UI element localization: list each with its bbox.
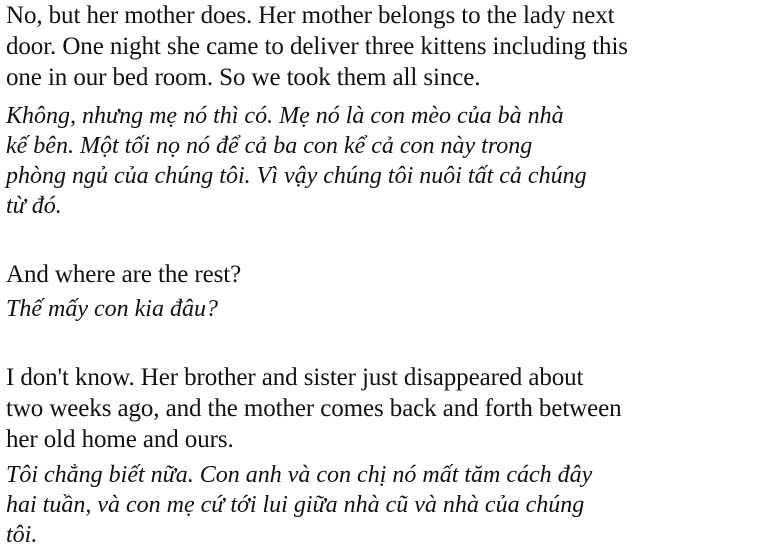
text-line: Tôi chẳng biết nữa. Con anh và con chị nó mất tăm cách đây bbox=[6, 462, 593, 488]
text-line: No, but her mother does. Her mother belongs to the lady next bbox=[6, 2, 615, 29]
text-line: one in our bed room. So we took them all since. bbox=[6, 64, 481, 91]
text-line: từ đó. bbox=[6, 193, 62, 219]
text-line: kế bên. Một tối nọ nó để cả ba con kể cả con này trong bbox=[6, 133, 533, 159]
paragraph-2-english bbox=[6, 259, 756, 290]
paragraph-1-english bbox=[6, 0, 756, 93]
text-line: And where are the rest? bbox=[6, 261, 242, 288]
paragraph-1-vietnamese bbox=[6, 101, 756, 221]
text-line: Thế mấy con kia đâu? bbox=[6, 296, 218, 322]
text-line: I don't know. Her brother and sister just disappeared about bbox=[6, 364, 584, 391]
paragraph-3-vietnamese bbox=[6, 460, 756, 550]
text-line: two weeks ago, and the mother comes back and forth between bbox=[6, 395, 622, 422]
text-line: her old home and ours. bbox=[6, 426, 234, 453]
text-line: phòng ngủ của chúng tôi. Vì vậy chúng tôi nuôi tất cả chúng bbox=[6, 163, 587, 189]
paragraph-3-english bbox=[6, 362, 756, 455]
text-line: door. One night she came to deliver three kittens including this bbox=[6, 33, 628, 60]
paragraph-2-vietnamese bbox=[6, 294, 756, 324]
text-line: tôi. bbox=[6, 522, 38, 548]
text-line: hai tuần, và con mẹ cứ tới lui giữa nhà cũ và nhà của chúng bbox=[6, 492, 585, 518]
text-line: Không, nhưng mẹ nó thì có. Mẹ nó là con mèo của bà nhà bbox=[6, 103, 564, 129]
